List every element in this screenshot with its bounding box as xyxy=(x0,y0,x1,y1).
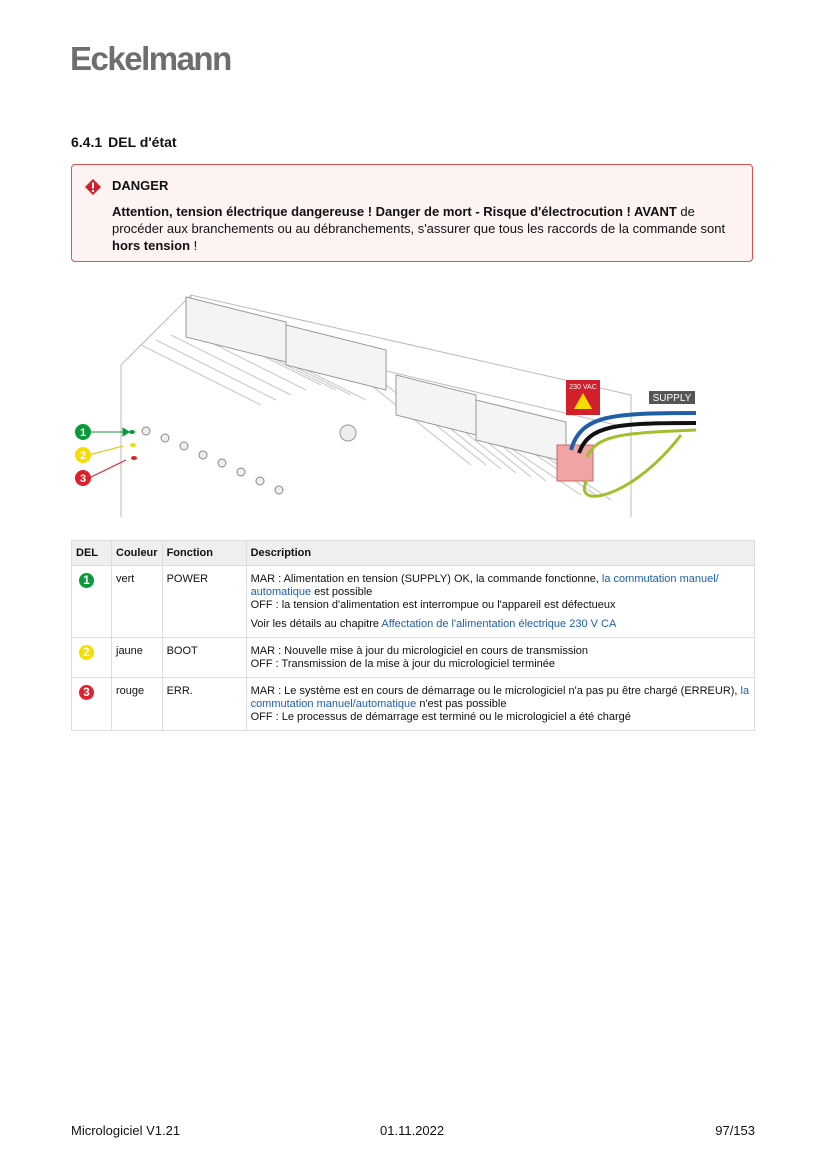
header-del: DEL xyxy=(72,541,112,566)
desc-text: MAR : Le système est en cours de démarrage ou le micrologiciel n'a pas pu être chargé (ERREUR), xyxy=(250,685,741,697)
cell-description xyxy=(246,638,754,678)
led-table xyxy=(71,540,755,731)
desc-text: est possible xyxy=(311,586,373,598)
warning-diamond-icon xyxy=(85,179,101,195)
supply-connector xyxy=(557,445,593,481)
cell-couleur: jaune xyxy=(112,638,163,678)
desc-text: MAR : Alimentation en tension (SUPPLY) OK, la commande fonctionne, xyxy=(250,573,602,585)
danger-notice xyxy=(71,164,753,262)
eckelmann-logo: Eckelmann xyxy=(70,40,231,77)
desc-text: n'est pas possible xyxy=(416,698,507,710)
desc-text: OFF : la tension d'alimentation est interrompue ou l'appareil est défectueux xyxy=(250,599,616,611)
led-red xyxy=(131,456,137,460)
jumpers xyxy=(142,427,283,494)
danger-bold-2: hors tension xyxy=(112,238,191,253)
desc-text: OFF : Le processus de démarrage est terminé ou le micrologiciel a été chargé xyxy=(250,711,631,723)
cell-description xyxy=(246,566,754,638)
footer-date: 01.11.2022 xyxy=(380,1123,445,1138)
section-title: DEL d'état xyxy=(108,134,177,150)
cell-fonction: ERR. xyxy=(162,678,246,731)
danger-text xyxy=(112,203,742,254)
link-commutation[interactable]: la commutation manuel/ automatique xyxy=(250,573,719,598)
screw xyxy=(340,425,356,441)
table-row xyxy=(72,678,755,731)
cell-description xyxy=(246,678,754,731)
section-number: 6.4.1 xyxy=(71,134,103,150)
led-badge-yellow: 2 xyxy=(79,645,94,660)
callout-2-label: 2 xyxy=(79,450,87,462)
device-illustration xyxy=(71,285,755,517)
footer-page-number: 97/153 xyxy=(715,1123,755,1138)
callout-3-label: 3 xyxy=(79,473,87,485)
cell-fonction: POWER xyxy=(162,566,246,638)
supply-tag-text: SUPPLY xyxy=(652,393,692,404)
header-fonction: Fonction xyxy=(162,541,246,566)
desc-text: Voir les détails au chapitre xyxy=(250,618,382,630)
cell-couleur: rouge xyxy=(112,678,163,731)
led-badge-green: 1 xyxy=(79,573,94,588)
link-commutation[interactable]: la commutation manuel/automatique xyxy=(250,685,750,710)
table-row xyxy=(72,566,755,638)
danger-text-1: de procéder aux branchements ou au débranchements, s'assurer que tous les raccords de la commande sont xyxy=(112,204,726,236)
wire-earth xyxy=(584,430,696,496)
led-badge-red: 3 xyxy=(79,685,94,700)
cell-couleur: vert xyxy=(112,566,163,638)
danger-title: DANGER xyxy=(112,178,169,193)
link-affectation[interactable]: Affectation de l'alimentation électrique 230 V CA xyxy=(381,618,617,630)
header-description: Description xyxy=(246,541,754,566)
danger-bold-1: Attention, tension électrique dangereuse ! Danger de mort - Risque d'électrocution ! AVANT xyxy=(112,204,677,219)
footer-doc-name: Micrologiciel V1.21 xyxy=(71,1123,181,1138)
table-header xyxy=(72,541,755,566)
led-yellow xyxy=(130,443,136,447)
table-row xyxy=(72,638,755,678)
controller-drawing xyxy=(71,285,755,517)
desc-text: OFF : Transmission de la mise à jour du micrologiciel terminée xyxy=(250,658,556,670)
section-heading xyxy=(71,134,177,150)
cell-fonction: BOOT xyxy=(162,638,246,678)
danger-text-2: ! xyxy=(190,238,198,253)
terminal-blocks xyxy=(186,297,566,462)
vac-label-text: 230 VAC xyxy=(569,384,597,391)
callout-1-label: 1 xyxy=(79,427,87,439)
header-couleur: Couleur xyxy=(112,541,163,566)
desc-text: MAR : Nouvelle mise à jour du micrologiciel en cours de transmission xyxy=(250,645,589,657)
